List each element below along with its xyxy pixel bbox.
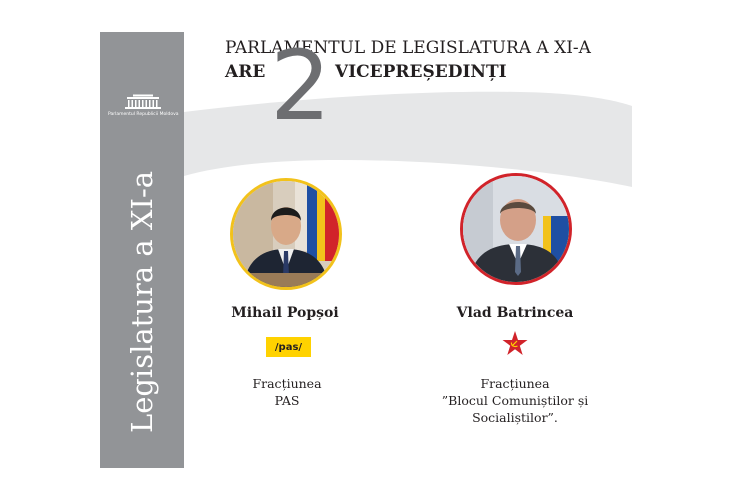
- pas-logo: /pas/: [266, 337, 311, 357]
- headline-line1: PARLAMENTUL DE LEGISLATURA A XI-A: [225, 38, 591, 58]
- vertical-title: Legislatura a XI-a: [125, 170, 159, 434]
- person-name: Vlad Batrincea: [456, 305, 574, 321]
- logo-text: Parlamentul Republicii Moldova: [108, 112, 179, 117]
- parliament-building-icon: [123, 94, 163, 110]
- portrait-vlad-batrincea: [460, 173, 572, 285]
- portrait-mihail-popsoi: [230, 178, 342, 290]
- sidebar: [100, 32, 184, 468]
- fraction-line: ”Blocul Comuniștilor și: [441, 393, 589, 408]
- parliament-logo: [108, 94, 178, 117]
- headline-vice: VICEPREȘEDINȚI: [335, 62, 507, 82]
- fraction-text: [252, 375, 321, 409]
- headline-are: ARE: [225, 62, 266, 82]
- star-hammer-sickle-icon: [502, 330, 528, 356]
- fraction-line: Fracțiunea: [480, 376, 550, 391]
- fraction-line: Fracțiunea: [252, 376, 322, 391]
- person-name: Mihail Popșoi: [231, 305, 339, 321]
- fraction-line: PAS: [274, 393, 300, 408]
- fraction-text: [442, 375, 588, 426]
- big-number: 2: [270, 30, 332, 142]
- fraction-line: Socialiștilor”.: [472, 410, 558, 425]
